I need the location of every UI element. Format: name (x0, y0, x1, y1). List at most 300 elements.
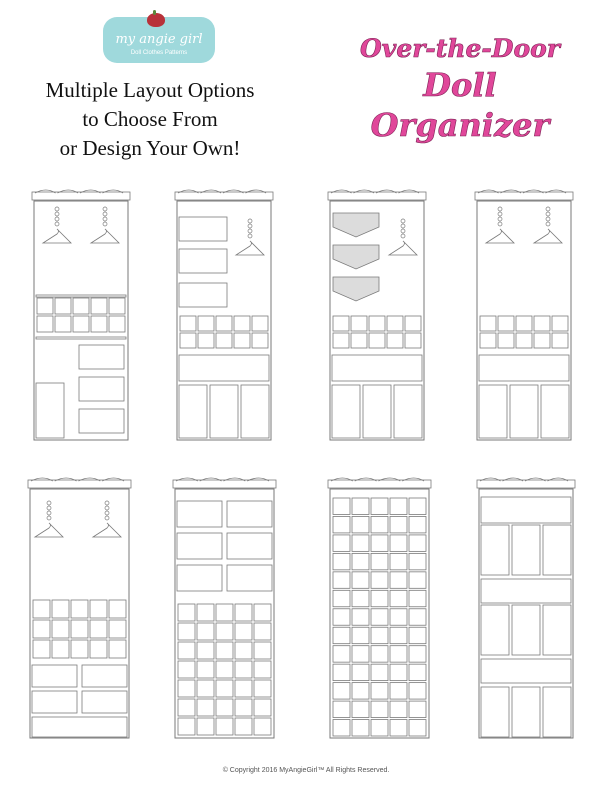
copyright-footer: © Copyright 2016 MyAngieGirl™ All Rights Reserved. (222, 767, 390, 774)
divider-shelf (36, 295, 126, 297)
chain-link (105, 511, 109, 515)
tall-pocket (512, 605, 540, 655)
small-pocket (371, 516, 388, 532)
title-line-3: Organizer (370, 106, 550, 144)
title-line-2: Doll (423, 66, 497, 104)
small-pocket (71, 600, 88, 618)
small-pocket (333, 720, 350, 736)
small-pocket (390, 627, 407, 643)
hanging-loop (79, 478, 101, 481)
hanging-loop (478, 190, 499, 193)
small-pocket (333, 553, 350, 569)
small-pocket (55, 316, 71, 332)
small-pocket (197, 661, 214, 678)
chain-link (105, 501, 109, 505)
wide-pocket (79, 345, 124, 369)
organizer-layout-3 (327, 187, 427, 442)
bird-icon (147, 13, 165, 27)
small-pocket (371, 609, 388, 625)
small-pocket (180, 316, 196, 331)
chain-link (248, 234, 252, 238)
small-pocket (371, 683, 388, 699)
hanging-loop (376, 190, 397, 193)
small-pocket (73, 298, 89, 314)
small-pocket (37, 298, 53, 314)
chain-link (498, 212, 502, 216)
brand-logo (103, 17, 215, 63)
small-pocket (333, 627, 350, 643)
small-pocket (351, 333, 367, 348)
small-pocket (216, 699, 233, 716)
hanger-icon (486, 229, 514, 243)
hanging-loop (480, 478, 501, 481)
small-pocket (516, 333, 532, 348)
headline (30, 76, 270, 163)
wide-pocket (32, 665, 77, 687)
small-pocket (409, 720, 426, 736)
hanging-loop (399, 190, 420, 193)
organizer-frame (177, 201, 271, 440)
chain-link (546, 212, 550, 216)
small-pocket (197, 642, 214, 659)
organizer-frame (175, 489, 274, 738)
small-pocket (254, 699, 271, 716)
small-pocket (198, 316, 214, 331)
organizer-frame (30, 489, 129, 738)
small-pocket (216, 718, 233, 735)
small-pocket (352, 701, 369, 717)
wide-pocket (79, 377, 124, 401)
small-pocket (516, 316, 532, 331)
hanging-loop (523, 190, 544, 193)
band-pocket (481, 579, 571, 603)
hanging-loop (178, 190, 199, 193)
wide-pocket (179, 217, 227, 241)
hanging-loop (525, 478, 546, 481)
small-pocket (90, 620, 107, 638)
small-pocket (197, 718, 214, 735)
door-bar (475, 192, 573, 200)
small-pocket (352, 609, 369, 625)
small-pocket (390, 683, 407, 699)
hanger-icon (35, 523, 63, 537)
wide-pocket (32, 691, 77, 713)
hanging-loop (355, 478, 377, 481)
small-pocket (178, 680, 195, 697)
wide-pocket (82, 665, 127, 687)
small-pocket (371, 572, 388, 588)
hanger-icon (91, 229, 119, 243)
door-bar (28, 480, 131, 488)
small-pocket (405, 316, 421, 331)
small-pocket (235, 718, 252, 735)
small-pocket (37, 316, 53, 332)
organizer-layout-1 (31, 187, 131, 442)
small-pocket (252, 333, 268, 348)
tall-pocket (36, 383, 64, 438)
organizer-frame (330, 489, 429, 738)
tall-pocket (481, 605, 509, 655)
small-pocket (109, 316, 125, 332)
hanging-loop (503, 478, 524, 481)
small-pocket (197, 623, 214, 640)
chain-link (498, 217, 502, 221)
small-pocket (480, 316, 496, 331)
wide-pocket (177, 565, 222, 591)
small-pocket (178, 642, 195, 659)
hanging-loop (354, 190, 375, 193)
tall-pocket (241, 385, 269, 438)
small-pocket (371, 664, 388, 680)
flap-pocket (333, 277, 379, 301)
small-pocket (71, 640, 88, 658)
hanging-loop (548, 478, 569, 481)
small-pocket (235, 699, 252, 716)
small-pocket (109, 600, 126, 618)
band-pocket (481, 497, 571, 523)
small-pocket (371, 646, 388, 662)
wide-pocket (177, 501, 222, 527)
small-pocket (352, 720, 369, 736)
small-pocket (197, 680, 214, 697)
chain-link (105, 516, 109, 520)
small-pocket (333, 535, 350, 551)
small-pocket (333, 572, 350, 588)
small-pocket (33, 600, 50, 618)
tall-pocket (332, 385, 360, 438)
chain-link (55, 212, 59, 216)
organizer-layout-2 (174, 187, 274, 442)
small-pocket (55, 298, 71, 314)
small-pocket (387, 333, 403, 348)
chain-link (105, 506, 109, 510)
small-pocket (405, 333, 421, 348)
hanging-loop (55, 478, 77, 481)
small-pocket (90, 640, 107, 658)
small-pocket (351, 316, 367, 331)
chain-link (55, 222, 59, 226)
chain-link (248, 224, 252, 228)
chain-link (55, 217, 59, 221)
small-pocket (534, 316, 550, 331)
door-bar (328, 480, 431, 488)
small-pocket (254, 661, 271, 678)
small-pocket (352, 553, 369, 569)
hanging-loop (58, 190, 79, 193)
small-pocket (216, 316, 232, 331)
wide-pocket (82, 691, 127, 713)
small-pocket (52, 620, 69, 638)
small-pocket (73, 316, 89, 332)
small-pocket (216, 642, 233, 659)
band-pocket (332, 355, 422, 381)
small-pocket (409, 572, 426, 588)
small-pocket (178, 699, 195, 716)
small-pocket (235, 680, 252, 697)
headline-line-2: to Choose From (82, 107, 218, 131)
hanging-loop (247, 478, 269, 481)
small-pocket (352, 590, 369, 606)
logo-name: my angie girl (115, 32, 203, 47)
small-pocket (409, 646, 426, 662)
chain-link (546, 217, 550, 221)
tall-pocket (543, 605, 571, 655)
small-pocket (109, 298, 125, 314)
small-pocket (409, 516, 426, 532)
small-pocket (178, 604, 195, 621)
tall-pocket (510, 385, 538, 438)
small-pocket (498, 316, 514, 331)
hanger-icon (93, 523, 121, 537)
hanger-icon (43, 229, 71, 243)
chain-link (401, 234, 405, 238)
small-pocket (352, 646, 369, 662)
headline-line-3: or Design Your Own! (59, 136, 241, 160)
small-pocket (390, 664, 407, 680)
hanging-loop (80, 190, 101, 193)
small-pocket (390, 535, 407, 551)
headline-line-1: Multiple Layout Options (45, 78, 255, 102)
tall-pocket (481, 525, 509, 575)
hanging-loop (223, 190, 244, 193)
small-pocket (409, 701, 426, 717)
door-bar (32, 192, 130, 200)
hanging-loop (331, 190, 352, 193)
small-pocket (178, 718, 195, 735)
small-pocket (109, 620, 126, 638)
small-pocket (33, 640, 50, 658)
small-pocket (235, 604, 252, 621)
organizer-layout-6 (172, 475, 277, 740)
chain-link (401, 224, 405, 228)
small-pocket (552, 333, 568, 348)
small-pocket (254, 680, 271, 697)
small-pocket (390, 701, 407, 717)
small-pocket (552, 316, 568, 331)
wide-pocket (227, 565, 272, 591)
door-bar (173, 480, 276, 488)
hanging-loop (546, 190, 567, 193)
organizer-frame (34, 201, 128, 440)
small-pocket (333, 609, 350, 625)
small-pocket (390, 553, 407, 569)
small-pocket (178, 661, 195, 678)
chain-link (47, 511, 51, 515)
tall-pocket (543, 687, 571, 737)
wide-pocket (177, 533, 222, 559)
small-pocket (409, 590, 426, 606)
tall-pocket (210, 385, 238, 438)
tall-pocket (543, 525, 571, 575)
small-pocket (333, 498, 350, 514)
chain-link (546, 207, 550, 211)
small-pocket (180, 333, 196, 348)
hanging-loop (103, 190, 124, 193)
chain-link (47, 501, 51, 505)
small-pocket (198, 333, 214, 348)
small-pocket (352, 683, 369, 699)
small-pocket (234, 316, 250, 331)
tall-pocket (512, 687, 540, 737)
hanger-icon (389, 241, 417, 255)
small-pocket (409, 498, 426, 514)
small-pocket (480, 333, 496, 348)
hanging-loop (200, 478, 222, 481)
small-pocket (409, 627, 426, 643)
wide-pocket (227, 533, 272, 559)
tall-pocket (394, 385, 422, 438)
small-pocket (216, 623, 233, 640)
small-pocket (371, 535, 388, 551)
small-pocket (333, 683, 350, 699)
small-pocket (333, 701, 350, 717)
small-pocket (216, 661, 233, 678)
organizer-frame (479, 489, 573, 738)
chain-link (498, 222, 502, 226)
chain-link (546, 222, 550, 226)
small-pocket (352, 535, 369, 551)
small-pocket (390, 646, 407, 662)
small-pocket (534, 333, 550, 348)
chain-link (401, 219, 405, 223)
small-pocket (333, 664, 350, 680)
chain-link (103, 222, 107, 226)
small-pocket (390, 590, 407, 606)
chain-link (47, 516, 51, 520)
flap-pocket (333, 245, 379, 269)
small-pocket (254, 642, 271, 659)
small-pocket (333, 590, 350, 606)
chain-link (103, 217, 107, 221)
organizer-layout-7 (327, 475, 432, 740)
small-pocket (390, 498, 407, 514)
hanging-loop (102, 478, 124, 481)
divider-shelf (36, 337, 126, 339)
logo-tagline: Doll Clothes Patterns (130, 50, 188, 56)
chain-link (248, 229, 252, 233)
small-pocket (371, 553, 388, 569)
band-pocket (179, 355, 269, 381)
small-pocket (254, 604, 271, 621)
tall-pocket (363, 385, 391, 438)
small-pocket (197, 604, 214, 621)
chain-link (248, 219, 252, 223)
hanging-loop (35, 190, 56, 193)
hanging-loop (501, 190, 522, 193)
hanging-loop (224, 478, 246, 481)
chain-link (103, 212, 107, 216)
wide-pocket (79, 409, 124, 433)
chain-link (401, 229, 405, 233)
small-pocket (197, 699, 214, 716)
small-pocket (235, 661, 252, 678)
wide-pocket (179, 249, 227, 273)
small-pocket (52, 640, 69, 658)
chain-link (103, 207, 107, 211)
small-pocket (90, 600, 107, 618)
small-pocket (254, 718, 271, 735)
organizer-frame (330, 201, 424, 440)
small-pocket (71, 620, 88, 638)
small-pocket (235, 642, 252, 659)
small-pocket (234, 333, 250, 348)
small-pocket (352, 572, 369, 588)
small-pocket (371, 627, 388, 643)
hanging-loop (246, 190, 267, 193)
wide-pocket (179, 283, 227, 307)
small-pocket (498, 333, 514, 348)
small-pocket (409, 683, 426, 699)
small-pocket (252, 316, 268, 331)
hanging-loop (331, 478, 353, 481)
door-bar (175, 192, 273, 200)
small-pocket (178, 623, 195, 640)
small-pocket (216, 604, 233, 621)
organizer-layout-8 (476, 475, 576, 740)
small-pocket (333, 516, 350, 532)
small-pocket (369, 316, 385, 331)
small-pocket (352, 516, 369, 532)
small-pocket (371, 720, 388, 736)
small-pocket (91, 316, 107, 332)
small-pocket (352, 664, 369, 680)
small-pocket (235, 623, 252, 640)
small-pocket (409, 664, 426, 680)
chain-link (55, 207, 59, 211)
small-pocket (390, 609, 407, 625)
small-pocket (333, 646, 350, 662)
small-pocket (52, 600, 69, 618)
small-pocket (371, 590, 388, 606)
tall-pocket (479, 385, 507, 438)
chain-link (47, 506, 51, 510)
small-pocket (33, 620, 50, 638)
hanging-loop (201, 190, 222, 193)
organizer-layout-5 (27, 475, 132, 740)
small-pocket (333, 333, 349, 348)
small-pocket (91, 298, 107, 314)
flap-pocket (333, 213, 379, 237)
band-pocket (479, 355, 569, 381)
small-pocket (390, 720, 407, 736)
small-pocket (216, 680, 233, 697)
band-pocket (481, 659, 571, 683)
small-pocket (409, 553, 426, 569)
small-pocket (369, 333, 385, 348)
hanger-icon (236, 241, 264, 255)
band-pocket (32, 717, 127, 737)
chain-link (498, 207, 502, 211)
small-pocket (371, 498, 388, 514)
small-pocket (352, 498, 369, 514)
tall-pocket (512, 525, 540, 575)
small-pocket (254, 623, 271, 640)
hanging-loop (379, 478, 401, 481)
small-pocket (333, 316, 349, 331)
hanging-loop (31, 478, 53, 481)
small-pocket (352, 627, 369, 643)
hanging-loop (176, 478, 198, 481)
small-pocket (387, 316, 403, 331)
small-pocket (371, 701, 388, 717)
organizer-frame (477, 201, 571, 440)
tall-pocket (481, 687, 509, 737)
hanging-loop (402, 478, 424, 481)
door-bar (477, 480, 575, 488)
tall-pocket (541, 385, 569, 438)
organizer-layout-4 (474, 187, 574, 442)
small-pocket (409, 609, 426, 625)
